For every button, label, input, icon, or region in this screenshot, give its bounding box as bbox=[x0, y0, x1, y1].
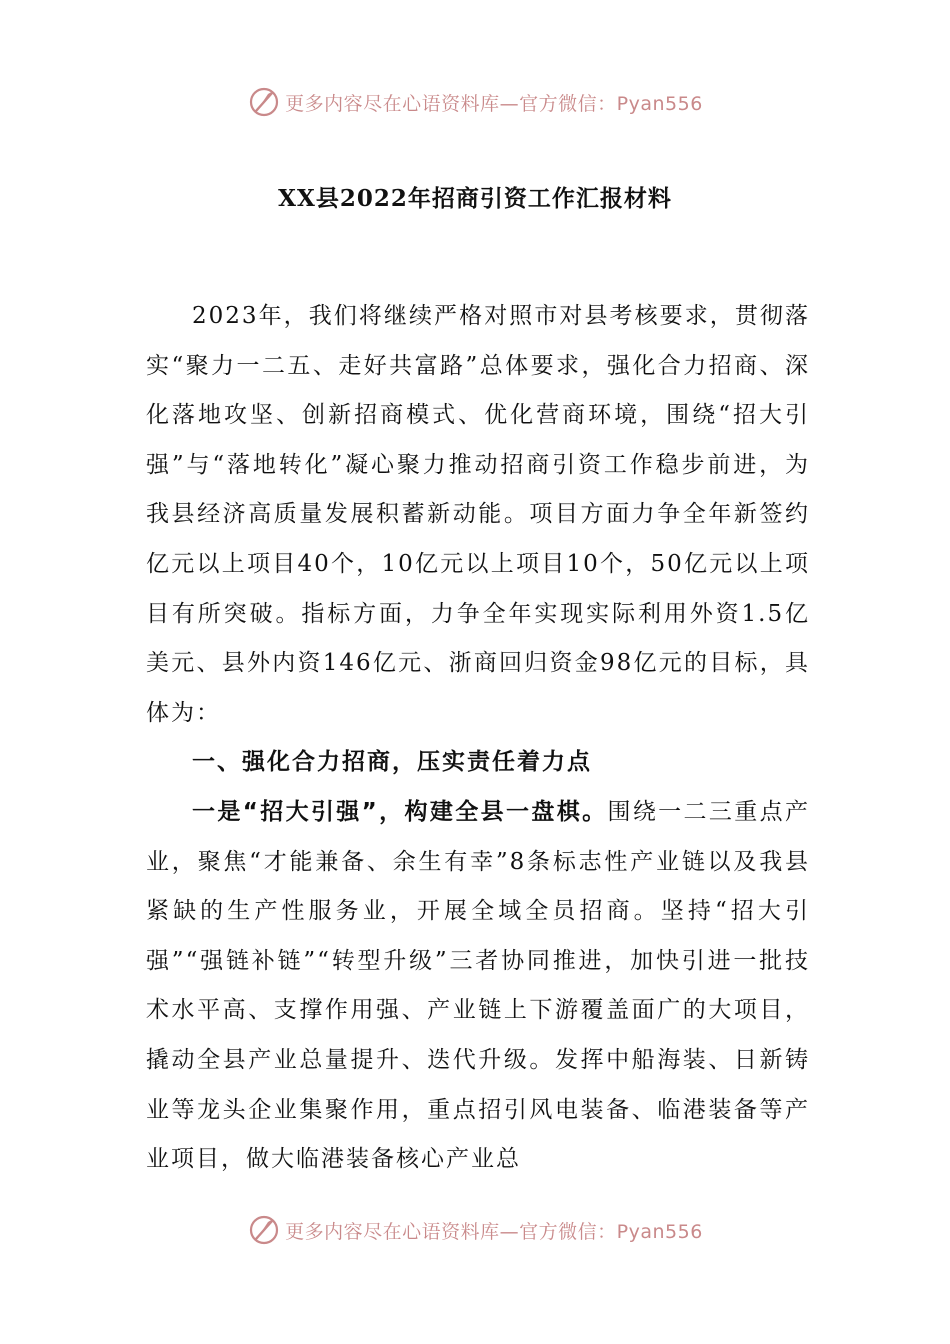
section-paragraph bbox=[146, 788, 810, 1185]
paragraph-lead: 一是“招大引强”，构建全县一盘棋。 bbox=[192, 798, 608, 825]
quill-logo-icon bbox=[247, 85, 281, 119]
document-body bbox=[146, 292, 810, 1185]
paragraph-text: 围绕一二三重点产业，聚焦“才能兼备、余生有幸”8条标志性产业链以及我县紧缺的生产性服务业，开展全域全员招商。坚持“招大引强”“强链补链”“转型升级”三者协同推进，加快引进一批技术水平高、支撑作用强、产业链上下游覆盖面广的大项目，撬动全县产业总量提升、迭代升级。发挥中船海装、日新铸业等龙头企业集聚作用，重点招引风电装备、临港装备等产业项目，做大临港装备核心产业总 bbox=[146, 798, 811, 1173]
watermark-text: 更多内容尽在心语资料库—官方微信：Pyan556 bbox=[285, 92, 703, 115]
document-title: XX县2022年招商引资工作汇报材料 bbox=[278, 185, 672, 212]
watermark-banner-top bbox=[0, 82, 950, 122]
section-heading: 一、强化合力招商，压实责任着力点 bbox=[192, 749, 592, 776]
watermark-text: 更多内容尽在心语资料库—官方微信：Pyan556 bbox=[285, 1220, 703, 1243]
intro-paragraph: 2023年，我们将继续严格对照市对县考核要求，贯彻落实“聚力一二五、走好共富路”总体要求，强化合力招商、深化落地攻坚、创新招商模式、优化营商环境，围绕“招大引强”与“落地转化”凝心聚力推动招商引资工作稳步前进，为我县经济高质量发展积蓄新动能。项目方面力争全年新签约亿元以上项目40个，10亿元以上项目10个，50亿元以上项目有所突破。指标方面，力争全年实现实际利用外资1.5亿美元、县外内资146亿元、浙商回归资金98亿元的目标，具体为： bbox=[146, 303, 810, 726]
quill-logo-icon bbox=[247, 1213, 281, 1247]
watermark-banner-bottom bbox=[0, 1210, 950, 1250]
